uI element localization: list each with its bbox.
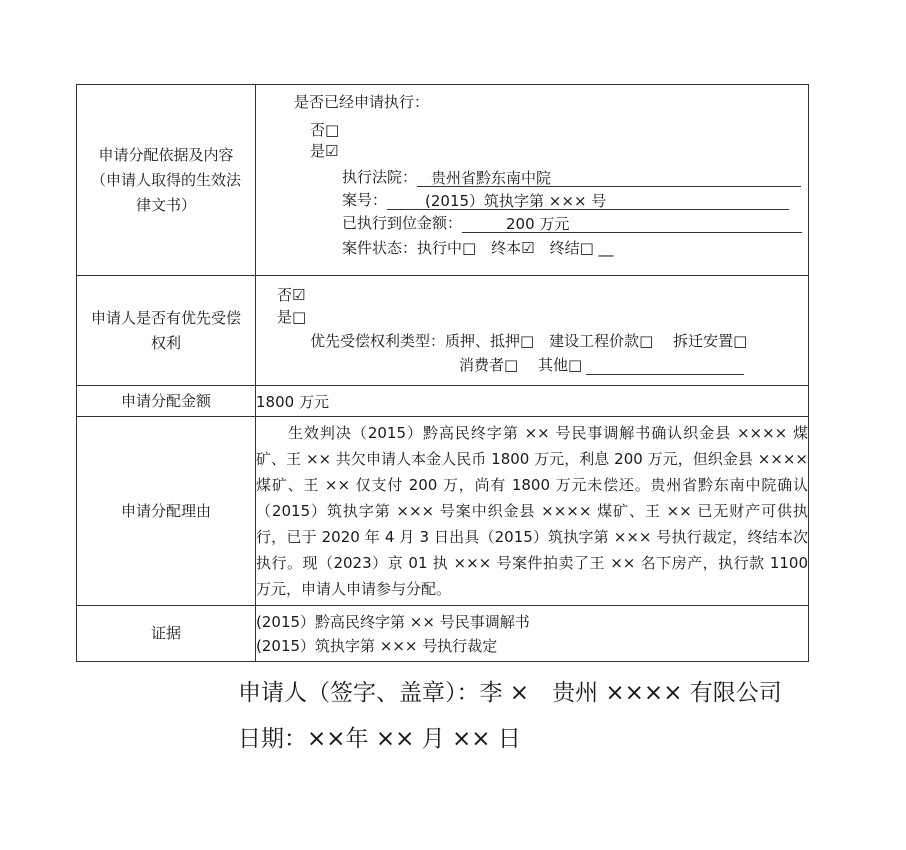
priority-label: [77, 276, 256, 386]
evidence-label: 证据: [77, 606, 256, 662]
court-line: [342, 167, 801, 187]
priority-types-other: 消费者□ 其他□: [459, 356, 583, 374]
priority-yes-option: 是□: [277, 308, 307, 326]
priority-no-option: 否☑: [277, 286, 306, 304]
evidence-row: [77, 606, 809, 662]
reason-row: [77, 417, 809, 606]
priority-types-line2: [459, 355, 744, 375]
basis-label-line3: 律文书）: [135, 195, 196, 214]
basis-row: [77, 85, 809, 276]
applicant-signature-line: 申请人（签字、盖章）：李 × 贵州 ×××× 有限公司: [238, 680, 782, 706]
priority-content: [256, 276, 809, 386]
case-line: [342, 190, 789, 210]
application-table: [76, 84, 809, 662]
date-line: 日期：××年 ×× 月 ×× 日: [238, 726, 521, 752]
reason-text: 生效判决（2015）黔高民终字第 ×× 号民事调解书确认织金县 ×××× 煤矿、王 ×× 共欠申请人本金人民币 1800 万元，利息 200 万元，但织金县 ×××× 煤矿、王 ×× 仅支付 200 万，尚有 1800 万元未偿还。贵州省黔东南中院确认（2015）筑执字第 ××× 号案中织金县 ×××× 煤矿、王 ×× 已无财产可供执行，已于 2020 年 4 月 3 日出具（2015）筑执字第 ××× 号执行裁定，终结本次执行。现（2023）京 01 执 ××× 号案件拍卖了王 ×× 名下房产，执行款 1100 万元，申请人申请参与分配。: [256, 417, 809, 606]
court-value: 贵州省黔东南中院: [425, 168, 801, 187]
amount-value: 1800 万元: [256, 386, 809, 417]
reason-label: 申请分配理由: [77, 417, 256, 606]
basis-label-line2: （申请人取得的生效法: [90, 170, 241, 189]
priority-label-line2: 权利: [150, 333, 181, 352]
amount-executed-line: [342, 213, 802, 233]
priority-types-line1: 优先受偿权利类型：质押、抵押□ 建设工程价款□ 拆迁安置□: [310, 332, 748, 350]
executed-yes-option: 是☑: [310, 142, 339, 160]
amount-executed-label: 已执行到位金额：: [342, 214, 463, 232]
executed-question: 是否已经申请执行：: [294, 93, 430, 111]
evidence-item-2: (2015）筑执字第 ××× 号执行裁定: [256, 636, 498, 655]
amount-row: [77, 386, 809, 417]
evidence-item-1: (2015）黔高民终字第 ×× 号民事调解书: [256, 612, 530, 631]
priority-row: [77, 276, 809, 386]
priority-label-line1: 申请人是否有优先受偿: [90, 308, 241, 327]
amount-label: 申请分配金额: [77, 386, 256, 417]
amount-executed-value: 200 万元: [500, 214, 802, 233]
case-label: 案号：: [342, 191, 388, 209]
basis-label: [77, 85, 256, 276]
basis-label-line1: 申请分配依据及内容: [98, 145, 234, 164]
executed-no-option: 否□: [310, 121, 340, 139]
basis-content: [256, 85, 809, 276]
case-number-value: (2015）筑执字第 ××× 号: [419, 191, 789, 210]
court-label: 执行法院：: [342, 168, 418, 186]
case-status-line: 案件状态：执行中□ 终本☑ 终结□ __: [342, 239, 614, 257]
evidence-content: [256, 606, 809, 662]
